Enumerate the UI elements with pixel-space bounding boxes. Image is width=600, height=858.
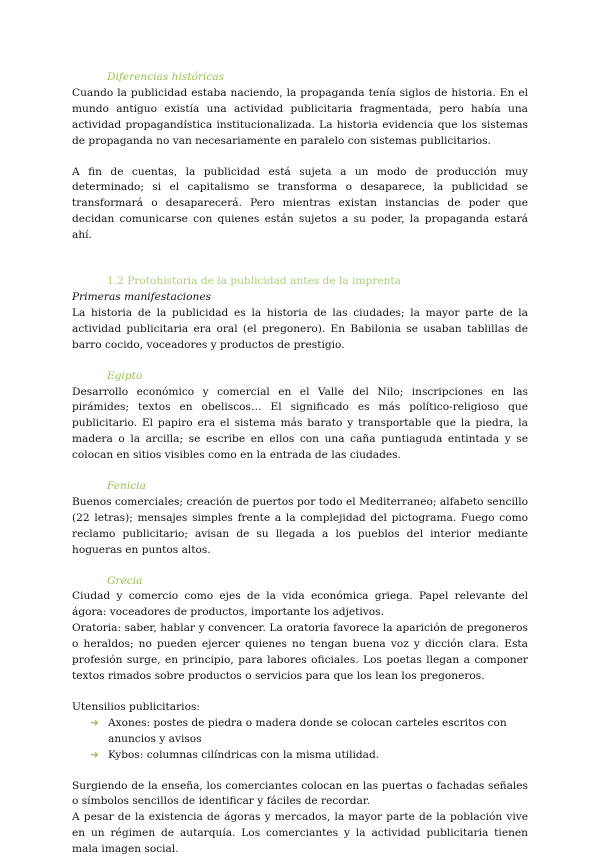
paragraph-egipto: Desarrollo económico y comercial en el Valle del Nilo; inscripciones en las pirámides; textos en obeliscos… El significado es más político-religioso que publicitario. El papiro era el sistema más barato y transportable que la piedra, la madera o la arcilla; se escribe en ellos con una caña puntiaguda entintada y se colocan en sitios visibles como en la entrada de las ciudades.	[72, 385, 528, 462]
paragraph-grecia-ciudad: Ciudad y comercio como ejes de la vida económica griega. Papel relevante del ágora: voceadores de productos, importante los adjetivos.	[72, 590, 528, 619]
heading-fenicia: Fenicia	[107, 480, 146, 493]
paragraph-autarquia: A pesar de la existencia de ágoras y mercados, la mayor parte de la población vive en un régimen de autarquía. Los comerciantes y la actividad publicitaria tienen mala imagen social.	[72, 811, 528, 856]
label-utensilios: Utensilios publicitarios:	[72, 700, 200, 713]
list-item-text: Axones: postes de piedra o madera donde se colocan carteles escritos con anuncios y avisos	[108, 716, 507, 745]
paragraph-grecia-oratoria: Oratoria: saber, hablar y convencer. La oratoria favorece la aparición de pregoneros o heraldos; no pueden ejercer quienes no tengan buena voz y dicción clara. Esta profesión surge, en principio, para labores oficiales. Los poetas llegan a componer textos rimados sobre productos o servicios para que los lean los pregoneros.	[72, 622, 528, 682]
list-item-text: Kybos: columnas cilíndricas con la misma utilidad.	[108, 748, 380, 761]
utensilios-list	[72, 716, 528, 764]
paragraph-fenicia: Buenos comerciales; creación de puertos por todo el Mediterraneo; alfabeto sencillo (22 letras); mensajes simples frente a la complejidad del pictograma. Fuego como reclamo publicitario; avisan de su llegada a los pueblos del interior mediante hogueras en puntos altos.	[72, 495, 528, 556]
arrow-right-icon: ➜	[90, 716, 99, 729]
section-heading-protohistoria: 1.2 Protohistoria de la publicidad antes de la imprenta	[107, 275, 401, 288]
paragraph-ensena: Surgiendo de la enseña, los comerciantes colocan en las puertas o fachadas señales o símbolos sencillos de identificar y fáciles de recordar.	[72, 779, 528, 808]
heading-diferencias-historicas: Diferencias históricas	[107, 71, 225, 83]
heading-egipto: Egipto	[107, 369, 143, 382]
document-page	[72, 70, 528, 858]
subtitle-primeras-manifestaciones: Primeras manifestaciones	[72, 290, 212, 303]
paragraph-propaganda-history: Cuando la publicidad estaba naciendo, la propaganda tenía siglos de historia. En el mundo antiguo existía una actividad publicitaria fragmentada, pero había una actividad propagandística institucionalizada. La historia evidencia que los sistemas de propaganda no van necesariamente en paralelo con sistemas publicitarios.	[72, 86, 528, 147]
list-item	[72, 748, 528, 764]
arrow-right-icon: ➜	[90, 748, 99, 761]
paragraph-intro-ciudades: La historia de la publicidad es la historia de las ciudades; la mayor parte de la actividad publicitaria era oral (el pregonero). En Babilonia se usaban tablillas de barro cocido, voceadores y productos de prestigio.	[72, 306, 528, 351]
list-item	[72, 716, 528, 748]
paragraph-capitalism: A fin de cuentas, la publicidad está sujeta a un modo de producción muy determinado; si el capitalismo se transforma o desaparece, la publicidad se transformará o desaparecerá. Pero mientras existan instancias de poder que decidan comunicarse con quienes están sujetos a su poder, la propaganda estará ahí.	[72, 165, 528, 242]
heading-grecia: Grecia	[107, 574, 143, 587]
